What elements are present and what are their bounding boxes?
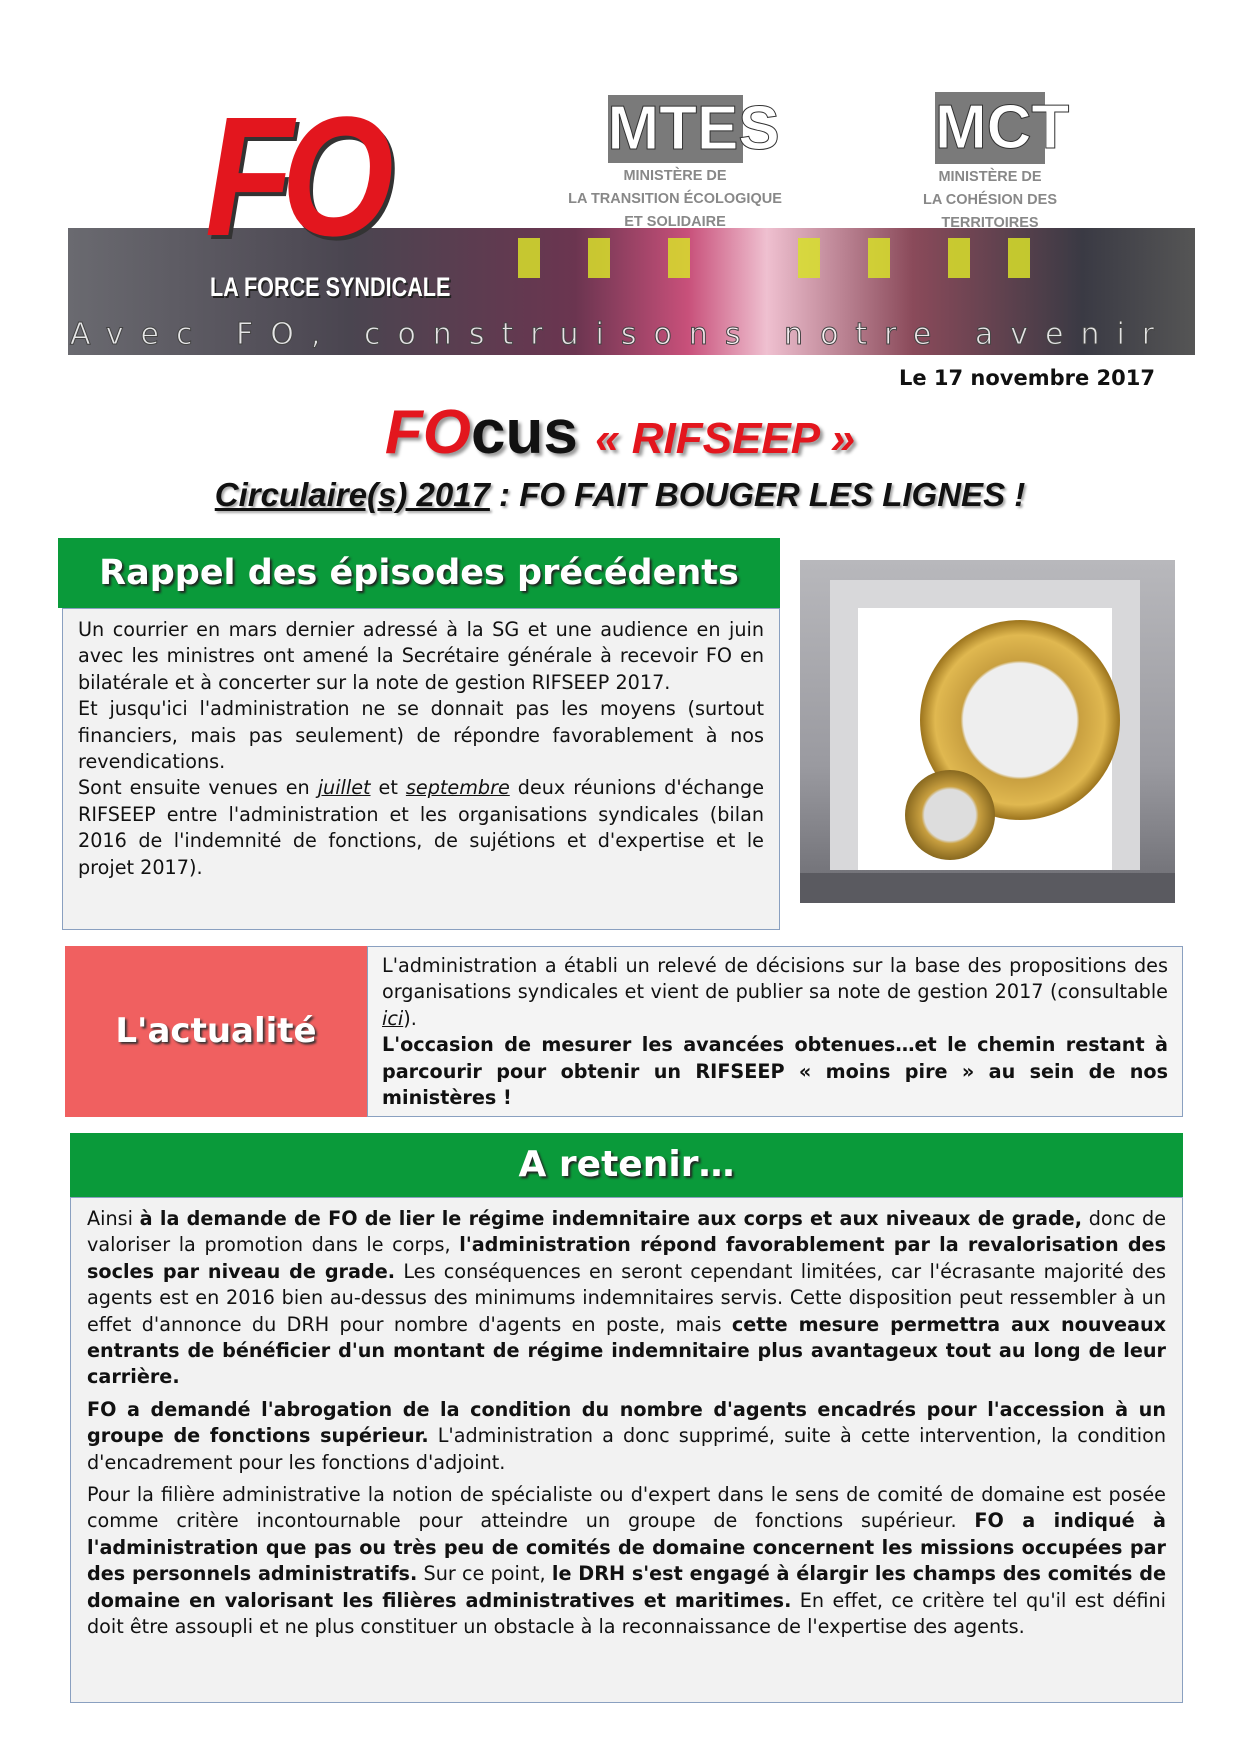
- actualite-heading: L'actualité: [65, 946, 367, 1117]
- rappel-paragraph: Sont ensuite venues en juillet et septembre deux réunions d'échange RIFSEEP entre l'administration et les organisations syndicales (bilan 2016 de l'indemnité de fonctions, de sujétions et d'expertise et le projet 2017).: [78, 776, 765, 879]
- bold-text: FO a indiqué à l'administration que pas ou très peu de comités de domaine concernent les missions occupées par des personnels administratifs.: [87, 1509, 1167, 1586]
- actualite-box: [367, 946, 1183, 1117]
- text: Pour la filière administrative la notion de spécialiste ou d'expert dans le sens de comité de domaine est posée comme critère incontournable pour atteindre un groupe de fonctions supérieur.: [87, 1483, 1166, 1533]
- retenir-paragraph: [87, 1206, 1166, 1391]
- link-juillet[interactable]: juillet: [317, 776, 371, 800]
- title-cus: cus: [471, 398, 578, 467]
- fo-tagline: LA FORCE SYNDICALE: [210, 272, 451, 302]
- retenir-heading: A retenir…: [70, 1133, 1183, 1197]
- bold-text: cette mesure permettra aux nouveaux entrants de bénéficier d'un montant de régime indemnitaire plus avantageux tout au long de leur carrière.: [87, 1312, 1166, 1389]
- retenir-paragraph: [87, 1397, 1166, 1476]
- ministry-line: ET SOLIDAIRE: [624, 214, 726, 230]
- grande-arche-euro-gears-image: [800, 560, 1175, 903]
- date: Le 17 novembre 2017: [898, 366, 1155, 390]
- retenir-box: [70, 1197, 1183, 1703]
- text: Ainsi: [87, 1207, 140, 1230]
- rappel-paragraph: Un courrier en mars dernier adressé à la SG et une audience en juin avec les ministres ont amené la Secrétaire générale à recevoir FO en bilatérale et à concerter sur la note de gestion RIFSEEP 2017.: [78, 618, 764, 694]
- ministry-line: MINISTÈRE DE: [623, 168, 727, 184]
- text: donc de valoriser la promotion dans le corps,: [87, 1207, 1167, 1257]
- link-ici[interactable]: ici: [382, 1006, 404, 1030]
- text: Sur ce point,: [417, 1562, 552, 1586]
- title-rifseep: « RIFSEEP »: [595, 414, 856, 463]
- link-septembre[interactable]: septembre: [405, 776, 510, 800]
- text: En effet, ce critère tel qu'il est défini doit être assoupli et ne plus constituer un obstacle à la reconnaissance de l'expertise des agents.: [87, 1588, 1167, 1639]
- subtitle-rest: : FO FAIT BOUGER LES LIGNES !: [489, 476, 1026, 513]
- bold-text: FO a demandé l'abrogation de la condition du nombre d'agents encadrés pour l'accession à un groupe de fonctions supérieur.: [87, 1397, 1166, 1448]
- actualite-highlight: L'occasion de mesurer les avancées obtenues…et le chemin restant à parcourir pour obtenir un RIFSEEP « moins pire » au sein de nos ministères !: [382, 1033, 1168, 1110]
- ministry-mtes: [565, 95, 785, 234]
- ministry-line: TERRITOIRES: [941, 215, 1039, 231]
- ministry-line: MINISTÈRE DE: [938, 169, 1042, 185]
- fo-logo: FO: [205, 82, 382, 272]
- actualite-paragraph: L'administration a établi un relevé de décisions sur la base des propositions des organisations syndicales et vient de publier sa note de gestion 2017 (consultable ici).: [382, 954, 1168, 1030]
- ministry-line: LA TRANSITION ÉCOLOGIQUE: [568, 191, 782, 207]
- rappel-paragraph: Et jusqu'ici l'administration ne se donnait pas les moyens (surtout financiers, mais pas seulement) de répondre favorablement à nos revendications.: [78, 697, 764, 774]
- rappel-box: [62, 608, 780, 930]
- bold-text: le DRH s'est engagé à élargir les champs des comités de domaine en valorisant les filières administratives et maritimes.: [87, 1562, 1166, 1612]
- text: L'administration a donc supprimé, suite à cette intervention, la condition d'encadrement pour les fonctions d'adjoint.: [87, 1424, 1166, 1474]
- rappel-heading: Rappel des épisodes précédents: [58, 538, 780, 608]
- ministry-mct: [890, 92, 1090, 235]
- page-title: [0, 398, 1240, 474]
- subtitle: [0, 475, 1240, 515]
- retenir-paragraph: [87, 1482, 1166, 1640]
- title-fo: FO: [384, 398, 471, 467]
- subtitle-underlined: Circulaire(s) 2017: [214, 476, 490, 513]
- text: Les conséquences en seront cependant limitées, car l'écrasante majorité des agents est en 2016 bien au-dessus des minimums indemnitaires servis. Cette disposition peut ressembler à un effet d'annonce du DRH pour nombre d'agents en poste, mais: [87, 1259, 1166, 1336]
- ministry-acronym: MCT: [935, 93, 1070, 162]
- bold-text: à la demande de FO de lier le régime indemnitaire aux corps et aux niveaux de grade,: [139, 1207, 1082, 1230]
- ministry-acronym: MTES: [607, 94, 780, 163]
- motto: Avec FO, construisons notre avenir: [70, 317, 1172, 352]
- bold-text: l'administration répond favorablement par la revalorisation des socles par niveau de grade.: [87, 1233, 1166, 1283]
- ministry-line: LA COHÉSION DES: [922, 192, 1057, 208]
